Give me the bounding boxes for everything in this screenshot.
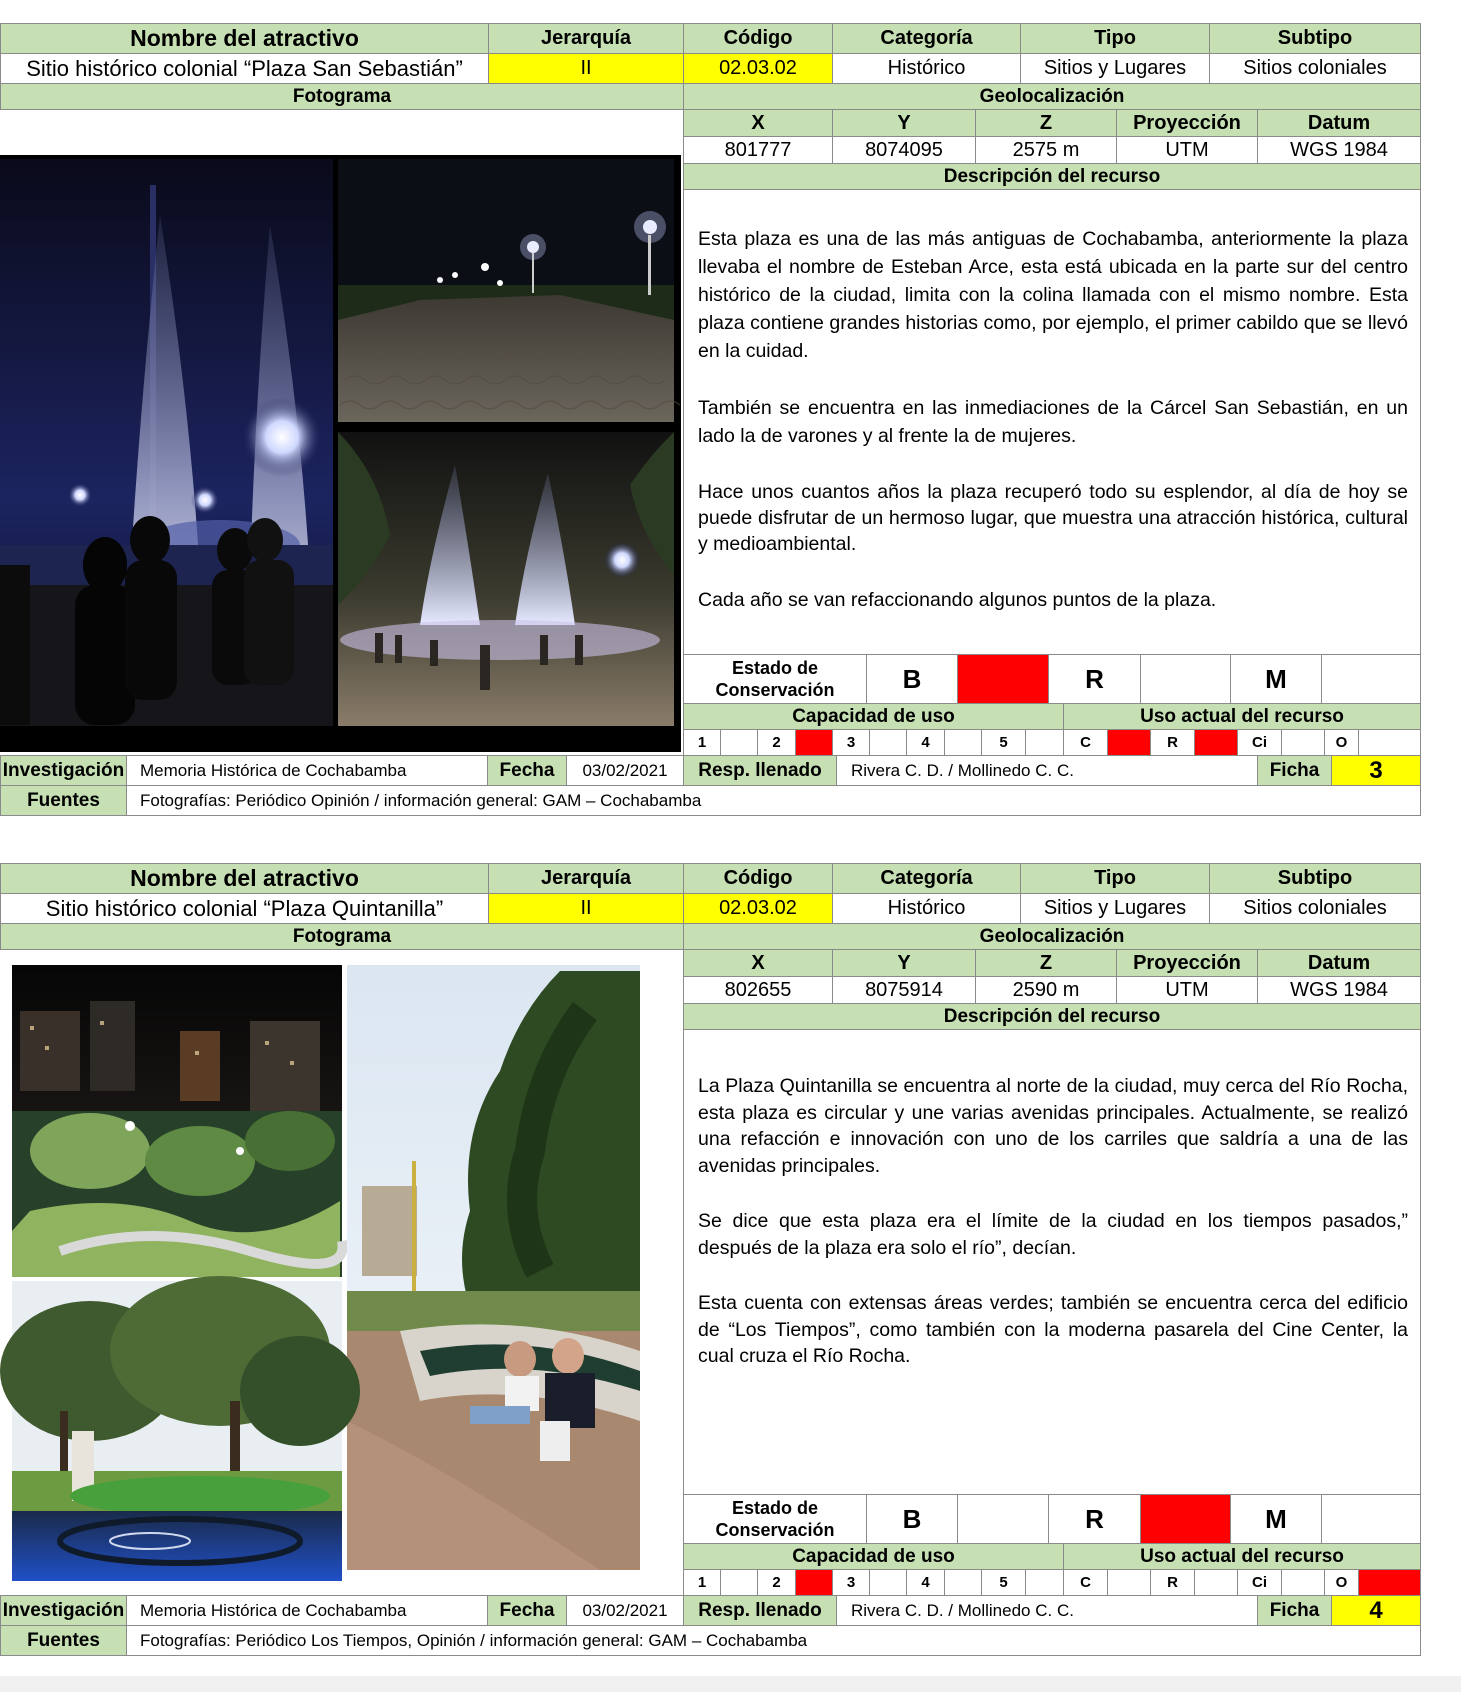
uso-level: R xyxy=(1150,729,1195,756)
codigo-value: 02.03.02 xyxy=(683,893,833,924)
uso-level: Ci xyxy=(1237,1569,1282,1596)
page-bottom-strip xyxy=(0,1676,1461,1692)
header-nombre: Nombre del atractivo xyxy=(0,23,489,54)
x-value: 801777 xyxy=(683,136,833,164)
estado-m-label: M xyxy=(1230,1494,1322,1544)
descripcion-text xyxy=(683,189,1421,655)
header-proyeccion: Proyección xyxy=(1116,109,1258,137)
header-categoria: Categoría xyxy=(832,23,1021,54)
header-categoria: Categoría xyxy=(832,863,1021,894)
header-estado: Estado de Conservación xyxy=(683,654,867,704)
x-value: 802655 xyxy=(683,976,833,1004)
uso-level: O xyxy=(1324,1569,1359,1596)
header-capacidad: Capacidad de uso xyxy=(683,1543,1064,1570)
capacidad-level: 4 xyxy=(906,1569,945,1596)
header-datum: Datum xyxy=(1257,109,1421,137)
header-estado: Estado de Conservación xyxy=(683,1494,867,1544)
descripcion-paragraph: También se encuentra en las inmediaciones de la Cárcel San Sebastián, en un lado la de varones y al frente la de mujeres. xyxy=(698,397,1408,447)
capacidad-level: 1 xyxy=(683,1569,721,1596)
capacidad-level: 5 xyxy=(981,1569,1026,1596)
uso-mark xyxy=(1107,729,1151,756)
capacidad-level: 2 xyxy=(757,1569,796,1596)
estado-r-label: R xyxy=(1048,654,1141,704)
header-proyeccion: Proyección xyxy=(1116,949,1258,977)
header-descripcion: Descripción del recurso xyxy=(683,163,1421,190)
night-park-aerial-photo xyxy=(12,965,343,1277)
descripcion-paragraph: Se dice que esta plaza era el límite de la ciudad en los tiempos pasados,” después de la plaza era solo el río”, decían. xyxy=(698,1210,1408,1259)
resp-value: Rivera C. D. / Mollinedo C. C. xyxy=(836,755,1258,786)
tipo-value: Sitios y Lugares xyxy=(1020,53,1210,84)
header-fotograma: Fotograma xyxy=(0,923,684,950)
header-jerarquia: Jerarquía xyxy=(488,23,684,54)
fuentes-value: Fotografías: Periódico Opinión / información general: GAM – Cochabamba xyxy=(126,785,1421,816)
investigacion-value: Memoria Histórica de Cochabamba xyxy=(126,755,488,786)
datum-value: WGS 1984 xyxy=(1257,976,1421,1004)
header-ficha: Ficha xyxy=(1257,755,1332,786)
capacidad-level: 3 xyxy=(832,729,870,756)
jerarquia-value: II xyxy=(488,53,684,84)
header-x: X xyxy=(683,109,833,137)
uso-level: O xyxy=(1324,729,1359,756)
capacidad-level: 2 xyxy=(757,729,796,756)
tipo-value: Sitios y Lugares xyxy=(1020,893,1210,924)
estado-b-label: B xyxy=(866,654,958,704)
header-uso-actual: Uso actual del recurso xyxy=(1063,703,1421,730)
uso-mark xyxy=(1358,1569,1421,1596)
estado-m-label: M xyxy=(1230,654,1322,704)
estado-r-mark xyxy=(1140,1494,1231,1544)
categoria-value: Histórico xyxy=(832,893,1021,924)
capacidad-mark xyxy=(720,729,758,756)
capacidad-mark xyxy=(720,1569,758,1596)
capacidad-mark xyxy=(1025,1569,1064,1596)
z-value: 2590 m xyxy=(975,976,1117,1004)
estado-b-mark xyxy=(957,654,1049,704)
uso-level: C xyxy=(1063,1569,1108,1596)
estado-m-mark xyxy=(1321,1494,1421,1544)
nombre-value: Sitio histórico colonial “Plaza Quintanilla” xyxy=(0,893,489,924)
estado-b-label: B xyxy=(866,1494,958,1544)
jerarquia-value: II xyxy=(488,893,684,924)
uso-mark xyxy=(1194,1569,1238,1596)
header-nombre: Nombre del atractivo xyxy=(0,863,489,894)
capacidad-level: 1 xyxy=(683,729,721,756)
header-resp: Resp. llenado xyxy=(683,1595,837,1626)
proyeccion-value: UTM xyxy=(1116,136,1258,164)
codigo-value: 02.03.02 xyxy=(683,53,833,84)
night-fountain-people-photo xyxy=(0,159,333,726)
ficha-number: 4 xyxy=(1331,1595,1421,1626)
fecha-value: 03/02/2021 xyxy=(566,1595,684,1626)
uso-level: R xyxy=(1150,1569,1195,1596)
night-promenade-photo xyxy=(338,159,680,422)
uso-mark xyxy=(1194,729,1238,756)
header-ficha: Ficha xyxy=(1257,1595,1332,1626)
descripcion-paragraph: Esta cuenta con extensas áreas verdes; también se encuentra cerca del edificio de “Los Tiempos”, como también con la moderna pasarela del Cine Center, la cual cruza el Río Rocha. xyxy=(698,1292,1408,1367)
header-tipo: Tipo xyxy=(1020,863,1210,894)
subtipo-value: Sitios coloniales xyxy=(1209,893,1421,924)
investigacion-value: Memoria Histórica de Cochabamba xyxy=(126,1595,488,1626)
estado-m-mark xyxy=(1321,654,1421,704)
estado-b-mark xyxy=(957,1494,1049,1544)
capacidad-mark xyxy=(869,729,907,756)
header-jerarquia: Jerarquía xyxy=(488,863,684,894)
header-geolocalizacion: Geolocalización xyxy=(683,83,1421,110)
z-value: 2575 m xyxy=(975,136,1117,164)
araucaria-tree-people-photo xyxy=(347,965,640,1570)
header-datum: Datum xyxy=(1257,949,1421,977)
uso-mark xyxy=(1281,729,1325,756)
header-fecha: Fecha xyxy=(487,755,567,786)
header-resp: Resp. llenado xyxy=(683,755,837,786)
estado-r-mark xyxy=(1140,654,1231,704)
uso-mark xyxy=(1107,1569,1151,1596)
capacidad-mark xyxy=(795,1569,833,1596)
header-y: Y xyxy=(832,109,976,137)
header-tipo: Tipo xyxy=(1020,23,1210,54)
y-value: 8074095 xyxy=(832,136,976,164)
header-x: X xyxy=(683,949,833,977)
fuentes-value: Fotografías: Periódico Los Tiempos, Opinión / información general: GAM – Cochabamba xyxy=(126,1625,1421,1656)
descripcion-paragraph: Esta plaza es una de las más antiguas de Cochabamba, anteriormente la plaza llevaba el nombre de Esteban Arce, esta está ubicada en la parte sur del centro histórico de la ciudad, limita con la colina llamada con el mismo nombre. Esta plaza contiene grandes historias como, por ejemplo, el primer cabildo que se llevó en la cuidad. xyxy=(698,228,1408,362)
y-value: 8075914 xyxy=(832,976,976,1004)
categoria-value: Histórico xyxy=(832,53,1021,84)
descripcion-paragraph: Hace unos cuantos años la plaza recuperó todo su esplendor, al día de hoy se puede disfrutar de un hermoso lugar, que muestra una atracción histórica, cultural y medioambiental. xyxy=(698,481,1408,555)
capacidad-level: 4 xyxy=(906,729,945,756)
header-investigacion: Investigación xyxy=(0,755,127,786)
uso-level: Ci xyxy=(1237,729,1282,756)
header-uso-actual: Uso actual del recurso xyxy=(1063,1543,1421,1570)
descripcion-paragraph: Cada año se van refaccionando algunos puntos de la plaza. xyxy=(698,589,1217,611)
resp-value: Rivera C. D. / Mollinedo C. C. xyxy=(836,1595,1258,1626)
header-subtipo: Subtipo xyxy=(1209,863,1421,894)
ficha-number: 3 xyxy=(1331,755,1421,786)
header-fotograma: Fotograma xyxy=(0,83,684,110)
header-y: Y xyxy=(832,949,976,977)
descripcion-paragraph: La Plaza Quintanilla se encuentra al norte de la ciudad, muy cerca del Río Rocha, esta plaza es circular y une varias avenidas principales. Actualmente, se realizó una refacción e innovación con uno de los carriles que saldría a una de las avenidas principales. xyxy=(698,1075,1408,1177)
estado-r-label: R xyxy=(1048,1494,1141,1544)
header-fuentes: Fuentes xyxy=(0,785,127,816)
subtipo-value: Sitios coloniales xyxy=(1209,53,1421,84)
datum-value: WGS 1984 xyxy=(1257,136,1421,164)
uso-mark xyxy=(1281,1569,1325,1596)
header-z: Z xyxy=(975,109,1117,137)
fecha-value: 03/02/2021 xyxy=(566,755,684,786)
capacidad-mark xyxy=(795,729,833,756)
descripcion-text xyxy=(683,1029,1421,1495)
header-codigo: Código xyxy=(683,863,833,894)
uso-level: C xyxy=(1063,729,1108,756)
capacidad-mark xyxy=(944,1569,982,1596)
capacidad-mark xyxy=(869,1569,907,1596)
uso-mark xyxy=(1358,729,1421,756)
header-subtipo: Subtipo xyxy=(1209,23,1421,54)
header-fecha: Fecha xyxy=(487,1595,567,1626)
nombre-value: Sitio histórico colonial “Plaza San Sebastián” xyxy=(0,53,489,84)
header-descripcion: Descripción del recurso xyxy=(683,1003,1421,1030)
header-codigo: Código xyxy=(683,23,833,54)
header-geolocalizacion: Geolocalización xyxy=(683,923,1421,950)
capacidad-level: 5 xyxy=(981,729,1026,756)
proyeccion-value: UTM xyxy=(1116,976,1258,1004)
capacidad-mark xyxy=(944,729,982,756)
header-z: Z xyxy=(975,949,1117,977)
header-capacidad: Capacidad de uso xyxy=(683,703,1064,730)
capacidad-level: 3 xyxy=(832,1569,870,1596)
header-fuentes: Fuentes xyxy=(0,1625,127,1656)
capacidad-mark xyxy=(1025,729,1064,756)
header-investigacion: Investigación xyxy=(0,1595,127,1626)
